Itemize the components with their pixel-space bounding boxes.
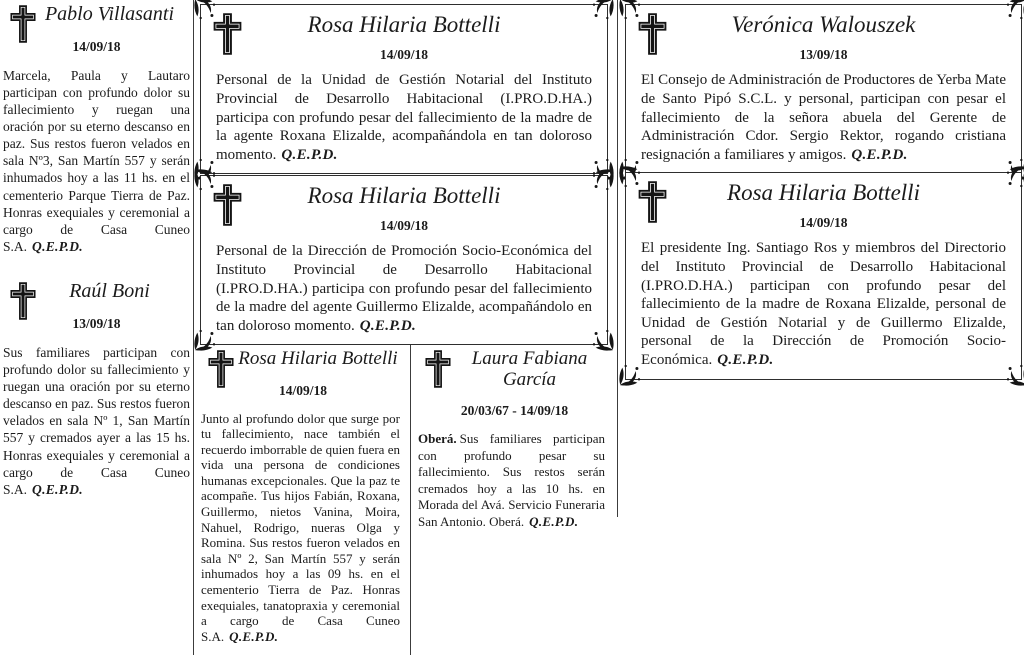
death-date: 13/09/18 <box>799 47 848 63</box>
obituary-body-text: Junto al profundo dolor que surge por tu fallecimiento, nace también el recuerdo imborrable de quien fuera en vida una persona de condiciones humanas excepcionales. Que la paz te acompañe. Tus hijos Fabián, Roxana, Guillermo, nietos Vanina, Moira, Nahuel, Rodrigo, nueras Olga y Romina. Sus restos fueron velados en sala Nº 2, San Martín 557 y serán inhumados hoy a las 09 hs. en el cementerio Tierra de Paz. Honras exequiales, tanatopraxia y ceremonial a cargo de Casa Cuneo S.A. <box>201 410 400 644</box>
left-column <box>3 2 190 498</box>
deceased-name: Raúl Boni <box>69 280 150 303</box>
obituary-text <box>201 411 405 645</box>
deceased-name: Rosa Hilaria Bottelli <box>238 348 398 369</box>
obituary-text <box>216 242 592 335</box>
corner-flourish-icon <box>589 169 614 194</box>
bottom-middle-column-b <box>418 347 611 530</box>
obituary-pablo-villasanti <box>3 2 190 255</box>
deceased-name: Rosa Hilaria Bottelli <box>307 12 501 37</box>
memorial-cross-icon <box>424 349 452 389</box>
corner-flourish-icon <box>1003 361 1024 386</box>
obituary-raul-boni <box>3 279 190 498</box>
obituary-body-text: El presidente Ing. Santiago Ros y miembros del Directorio del Instituto Provincial de Desarrollo Habitacional (I.PRO.D.HA.) participan con profundo pesar del fallecimiento de la madre de Roxana Elizalde, personal de Unidad de Gestión Notarial y de Guillermo Elizalde, personal de la Dirección de Promoción Socio-Económica. <box>641 240 1006 368</box>
qepd-label: Q.E.P.D. <box>32 239 83 254</box>
obituary-card-bottelli-directorio <box>625 172 1022 380</box>
memorial-cross-icon <box>637 12 668 56</box>
obituary-text <box>216 71 592 164</box>
obituary-body-text: Personal de la Dirección de Promoción Socio-Económica del Instituto Provincial de Desarrollo Habitacional (I.PRO.D.HA.) participa con profundo pesar del fallecimiento de la madre del agente Guillermo Elizalde, acompañándolo en tan doloroso momento. <box>216 243 592 334</box>
qepd-label: Q.E.P.D. <box>717 352 774 368</box>
deceased-name: Rosa Hilaria Bottelli <box>307 183 501 208</box>
corner-flourish-icon <box>589 0 614 23</box>
corner-flourish-icon <box>1003 166 1024 191</box>
obituary-text <box>3 344 190 498</box>
death-date: 14/09/18 <box>379 47 428 63</box>
death-date: 13/09/18 <box>72 315 121 331</box>
obituary-body-text: El Consejo de Administración de Productores de Yerba Mate de Santo Pipó S.C.L. y personal, participan con pesar el fallecimiento de la señora abuela del Gerente de Administración Cdor. Sergio Rektor, rogando cristiana resignación a familiares y amigos. <box>641 72 1006 163</box>
memorial-cross-icon <box>637 180 668 224</box>
corner-flourish-icon <box>1003 0 1024 23</box>
memorial-cross-icon <box>212 183 243 227</box>
column-divider-right <box>617 0 618 517</box>
qepd-label: Q.E.P.D. <box>851 146 908 163</box>
qepd-label: Q.E.P.D. <box>32 481 83 497</box>
deceased-name: Verónica Walouszek <box>731 12 916 37</box>
obituary-text <box>641 71 1006 164</box>
city-lead-label: Oberá. <box>418 431 457 447</box>
qepd-label: Q.E.P.D. <box>529 513 579 529</box>
obituary-card-bottelli-promocion <box>200 175 608 345</box>
qepd-label: Q.E.P.D. <box>229 628 279 644</box>
qepd-label: Q.E.P.D. <box>359 317 417 334</box>
obituary-laura-fabiana-garcia <box>418 347 611 530</box>
obituary-card-bottelli-notarial <box>200 4 608 174</box>
obituary-card-veronica-walouszek <box>625 4 1022 174</box>
death-date: 20/03/67 - 14/09/18 <box>460 403 569 419</box>
obituary-text <box>3 67 190 256</box>
death-date: 14/09/18 <box>278 382 327 398</box>
death-date: 14/09/18 <box>799 215 848 231</box>
deceased-name: Laura Fabiana García <box>471 348 588 390</box>
death-date: 14/09/18 <box>72 38 121 54</box>
deceased-name: Pablo Villasanti <box>44 3 175 25</box>
obituary-text <box>418 431 611 530</box>
obituary-text <box>641 239 1006 369</box>
qepd-label: Q.E.P.D. <box>281 146 338 163</box>
obituary-body-text: Sus familiares participan con profundo dolor su fallecimiento y ruegan una oración por su eterno descanso en paz. Sus restos fueron velados en sala Nº 1, San Martín 557 y cremados ayer a las 15 hs. Honras exequiales y ceremonial a cargo de Casa Cuneo S.A. <box>3 344 190 497</box>
column-divider-bottom <box>410 345 411 655</box>
death-date: 14/09/18 <box>379 218 428 234</box>
memorial-cross-icon <box>212 12 243 56</box>
obituary-body-text: Sus familiares participan con profundo pesar su fallecimiento. Sus restos serán cremados hoy a las 10 hs. en Morada del Avá. Servicio Funeraria San Antonio. Oberá. <box>418 431 605 529</box>
obituary-body-text: Personal de la Unidad de Gestión Notarial del Instituto Provincial de Desarrollo Habitacional (I.PRO.D.HA.) participa con profundo pesar del fallecimiento de la madre de la agente Roxana Elizalde, acompañándola en tan doloroso momento. <box>216 72 592 163</box>
memorial-cross-icon <box>207 349 235 389</box>
corner-flourish-icon <box>619 361 644 386</box>
obituary-body-text: Marcela, Paula y Lautaro participan con profundo dolor su fallecimiento y ruegan una oración por su eterno descanso en paz. Sus restos fueron velados en sala Nº3, San Martín 557 y serán inhumados hoy a las 11 hs. en el cementerio Parque Tierra de Paz. Honras exequiales y ceremonial a cargo de Casa Cuneo S.A. <box>3 67 190 254</box>
obituary-bottelli-familia <box>201 347 405 644</box>
memorial-cross-icon <box>9 281 37 321</box>
memorial-cross-icon <box>9 4 37 44</box>
deceased-name: Rosa Hilaria Bottelli <box>727 180 920 205</box>
bottom-middle-column-a <box>201 347 405 644</box>
